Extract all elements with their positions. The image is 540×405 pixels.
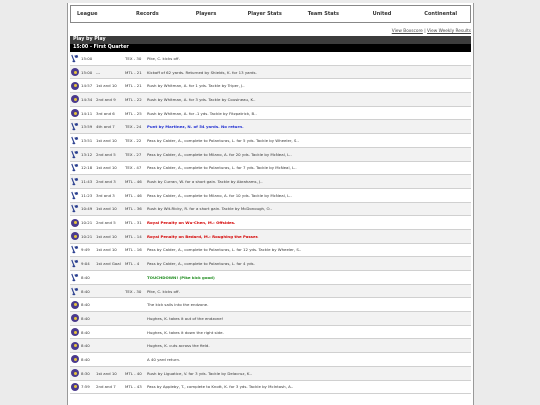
play-time: 9:04	[81, 261, 90, 267]
table-row	[70, 271, 471, 285]
play-time: 8:40	[81, 274, 90, 280]
play-description: Rush by Wit-Ricky, R. for a short gain. Tackle by McDonough, O..	[147, 206, 272, 212]
play-description: Pass by Calder, A., complete to Milano, A. for 20 yds. Tackle by McNeal, L..	[147, 151, 292, 157]
play-spot: TEX - 30	[125, 288, 142, 294]
play-spot: TEX - 30	[125, 55, 142, 61]
table-row	[70, 285, 471, 299]
table-row	[70, 298, 471, 312]
tex-team-icon	[70, 191, 80, 200]
play-spot: MTL - 40	[125, 370, 142, 376]
table-row	[70, 203, 471, 217]
mtl-team-icon	[70, 68, 80, 76]
play-down: 4th and 7	[96, 124, 115, 130]
mtl-team-icon	[70, 314, 80, 322]
play-time: 8:30	[81, 370, 90, 376]
play-description: Rush by Curran, W. for a short gain. Tackle by Abrahams, J..	[147, 179, 263, 185]
top-nav	[70, 5, 471, 23]
play-spot: MTL - 46	[125, 192, 142, 198]
play-down: 1st and 10	[96, 233, 117, 239]
play-down: 1st and 10	[96, 137, 117, 143]
nav-united[interactable]: United	[372, 11, 392, 17]
play-time: 8:40	[81, 288, 90, 294]
play-description: Pass by Calder, A., complete to Polanturas, L. for 4 yds.	[147, 261, 255, 267]
result-links	[68, 28, 473, 36]
play-spot: MTL - 4	[125, 261, 140, 267]
tex-team-icon	[70, 259, 80, 268]
play-spot: MTL - 21	[125, 69, 142, 75]
play-description: TOUCHDOWN! (Pike kick good)	[147, 274, 215, 280]
mtl-team-icon	[70, 95, 80, 103]
mtl-team-icon	[70, 383, 80, 391]
play-spot: TEX - 27	[125, 151, 142, 157]
play-down: 2nd and 7	[96, 384, 116, 390]
play-description: Hughes, K. cuts across the field.	[147, 343, 210, 349]
play-down: 1st and Goal	[96, 261, 121, 267]
table-row	[70, 353, 471, 367]
nav-team-stats[interactable]: Team Stats	[307, 11, 339, 17]
play-down: 2nd and 5	[96, 151, 116, 157]
mtl-team-icon	[70, 301, 80, 309]
play-description: Pike, C. kicks off.	[147, 55, 180, 61]
play-time: 15:00	[81, 55, 93, 61]
play-time: 13:12	[81, 151, 93, 157]
play-time: 8:40	[81, 315, 90, 321]
play-down: 2nd and 3	[96, 179, 116, 185]
mtl-team-icon	[70, 232, 80, 240]
play-description: Pass by Calder, A., complete to Polanturas, L. for 5 yds. Tackle by Wheeler, S..	[147, 137, 299, 143]
table-row	[70, 175, 471, 189]
play-description: Hughes, K. takes it down the right side.	[147, 329, 224, 335]
play-time: 14:57	[81, 83, 93, 89]
play-description: Royal Penalty on Bedard, M.: Roughing the Passer.	[147, 233, 259, 239]
play-time: 12:18	[81, 165, 93, 171]
play-description: Pass by Appleby, T., complete to Knott, K. for 3 yds. Tackle by McIntosh, A..	[147, 384, 294, 390]
table-row	[70, 52, 471, 66]
play-description: A 40 yard return.	[147, 356, 181, 362]
play-down: 2nd and 5	[96, 220, 116, 226]
play-down: 1st and 10	[96, 247, 117, 253]
play-spot: TEX - 24	[125, 124, 142, 130]
table-row	[70, 381, 471, 395]
play-time: 14:34	[81, 96, 93, 102]
table-row	[70, 312, 471, 326]
table-row	[70, 79, 471, 93]
play-time: 10:49	[81, 206, 93, 212]
play-description: Rush by Whitman, A. for 1 yds. Tackle by Triper, J..	[147, 83, 245, 89]
play-spot: MTL - 21	[125, 83, 142, 89]
play-time: 10:21	[81, 233, 93, 239]
table-row	[70, 162, 471, 176]
tex-team-icon	[70, 177, 80, 186]
play-down: 1st and 10	[96, 83, 117, 89]
play-time: 8:40	[81, 343, 90, 349]
play-spot: MTL - 43	[125, 384, 142, 390]
play-description: Hughes, K. takes it out of the endzone!	[147, 315, 224, 321]
tex-team-icon	[70, 287, 80, 296]
tex-team-icon	[70, 204, 80, 213]
tex-team-icon	[70, 163, 80, 172]
play-time: 8:40	[81, 302, 90, 308]
play-spot: MTL - 14	[125, 233, 142, 239]
play-description: The kick sails into the endzone.	[147, 302, 209, 308]
mtl-team-icon	[70, 219, 80, 227]
nav-player-stats[interactable]: Player Stats	[247, 11, 282, 17]
table-row	[70, 230, 471, 244]
mtl-team-icon	[70, 82, 80, 90]
play-description: Rush by Whitman, A. for 3 yds. Tackle by Cousineau, K..	[147, 96, 256, 102]
play-description: Pass by Calder, A., complete to Polanturas, L. for 7 yds. Tackle by McNeal, L..	[147, 165, 297, 171]
play-description: Punt by Martinez, N. of 54 yards. No return.	[147, 124, 244, 130]
play-description: Rush by Whitman, A. for -1 yds. Tackle by Fitzpatrick, B..	[147, 110, 257, 116]
nav-players[interactable]: Players	[195, 11, 217, 17]
play-spot: MTL - 16	[125, 247, 142, 253]
mtl-team-icon	[70, 369, 80, 377]
table-row	[70, 367, 471, 381]
table-row	[70, 120, 471, 134]
play-time: 14:11	[81, 110, 93, 116]
table-row	[70, 134, 471, 148]
play-list	[70, 52, 471, 394]
play-description: Pass by Calder, A., complete to Milano, A. for 10 yds. Tackle by McNeal, L..	[147, 192, 292, 198]
play-time: 11:23	[81, 192, 93, 198]
play-spot: TEX - 22	[125, 137, 142, 143]
play-spot: TEX - 47	[125, 165, 142, 171]
view-boxscore-link[interactable]: View Boxscore	[391, 29, 423, 34]
table-row	[70, 189, 471, 203]
tex-team-icon	[70, 273, 80, 282]
view-weekly-results-link[interactable]: View Weekly Results	[427, 29, 471, 34]
play-description: Rush by Liguatice, V. for 3 yds. Tackle by Delacruz, K..	[147, 370, 252, 376]
play-time: 8:40	[81, 329, 90, 335]
tex-team-icon	[70, 245, 80, 254]
link-separator: |	[424, 29, 426, 34]
table-row	[70, 257, 471, 271]
tex-team-icon	[70, 54, 80, 63]
play-time: 13:59	[81, 124, 93, 130]
play-time: 8:40	[81, 356, 90, 362]
play-down: 1st and 10	[96, 206, 117, 212]
nav-league[interactable]: League	[77, 11, 98, 17]
play-down: ---	[96, 69, 101, 75]
nav-records[interactable]: Records	[136, 11, 159, 17]
play-time: 13:51	[81, 137, 93, 143]
play-description: Royal Penalty on Wu-Chen, M.: Offsides.	[147, 220, 236, 226]
table-row	[70, 148, 471, 162]
table-row	[70, 66, 471, 80]
play-spot: MTL - 36	[125, 206, 142, 212]
play-time: 9:49	[81, 247, 90, 253]
play-down: 1st and 10	[96, 370, 117, 376]
mtl-team-icon	[70, 328, 80, 336]
play-description: Pass by Calder, A., complete to Polanturas, L. for 12 yds. Tackle by Wheeler, S..	[147, 247, 302, 253]
play-down: 3rd and 6	[96, 110, 115, 116]
table-row	[70, 326, 471, 340]
mtl-team-icon	[70, 342, 80, 350]
play-description: Pike, C. kicks off.	[147, 288, 180, 294]
table-row	[70, 216, 471, 230]
play-spot: MTL - 25	[125, 110, 142, 116]
mtl-team-icon	[70, 355, 80, 363]
table-row	[70, 339, 471, 353]
play-spot: MTL - 31	[125, 220, 142, 226]
play-time: 11:43	[81, 179, 93, 185]
play-down: 1st and 10	[96, 165, 117, 171]
tex-team-icon	[70, 150, 80, 159]
page-container	[67, 3, 474, 405]
play-spot: MTL - 46	[125, 179, 142, 185]
play-spot: MTL - 22	[125, 96, 142, 102]
nav-continental[interactable]: Continental	[424, 11, 458, 17]
table-row	[70, 244, 471, 258]
quarter-title: 15:00 - First Quarter	[70, 44, 471, 52]
tex-team-icon	[70, 136, 80, 145]
table-row	[70, 107, 471, 121]
play-description: Kickoff of 62 yards. Returned by Shields, K. for 13 yards.	[147, 69, 257, 75]
play-time: 15:00	[81, 69, 93, 75]
mtl-team-icon	[70, 109, 80, 117]
play-time: 7:59	[81, 384, 90, 390]
play-down: 3rd and 3	[96, 192, 115, 198]
play-time: 10:21	[81, 220, 93, 226]
section-title: Play by Play	[70, 36, 471, 44]
table-row	[70, 93, 471, 107]
tex-team-icon	[70, 122, 80, 131]
play-down: 2nd and 9	[96, 96, 116, 102]
